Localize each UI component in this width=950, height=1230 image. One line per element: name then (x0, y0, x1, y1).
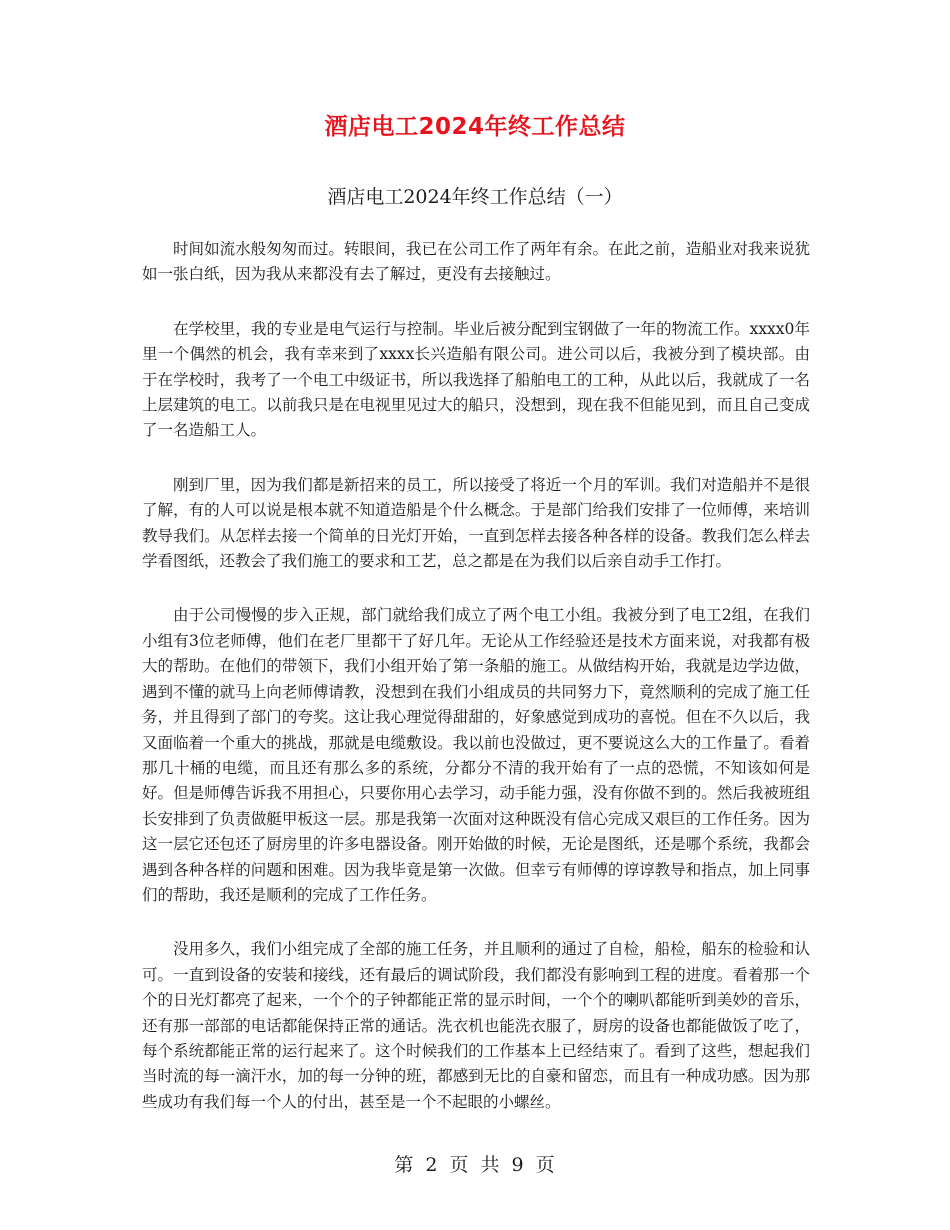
paragraph: 由于公司慢慢的步入正规，部门就给我们成立了两个电工小组。我被分到了电工2组，在我们小组有3位老师傅，他们在老厂里都干了好几年。无论从工作经验还是技术方面来说，对我都有极大的帮助。在他们的带领下，我们小组开始了第一条船的施工。从做结构开始，我就是边学边做，遇到不懂的就马上向老师傅请教，没想到在我们小组成员的共同努力下，竟然顺利的完成了施工任务，并且得到了部门的夸奖。这让我心理觉得甜甜的，好象感觉到成功的喜悦。但在不久以后，我又面临着一个重大的挑战，那就是电缆敷设。我以前也没做过，更不要说这么大的工作量了。看着那几十桶的电缆，而且还有那么多的系统，分都分不清的我开始有了一点的恐慌，不知该如何是好。但是师傅告诉我不用担心，只要你用心去学习，动手能力强，没有你做不到的。然后我被班组长安排到了负责做艇甲板这一层。那是我第一次面对这种既没有信心完成又艰巨的工作任务。因为这一层它还包还了厨房里的许多电器设备。刚开始做的时候，无论是图纸，还是哪个系统，我都会遇到各种各样的问题和困难。因为我毕竟是第一次做。但幸亏有师傅的谆谆教导和指点，加上同事们的帮助，我还是顺利的完成了工作任务。 (142, 606, 810, 904)
page-title: 酒店电工2024年终工作总结 (324, 114, 626, 140)
section-subtitle: 酒店电工2024年终工作总结（一） (327, 186, 623, 208)
body-content (142, 237, 810, 1115)
paragraph: 时间如流水般匆匆而过。转眼间，我已在公司工作了两年有余。在此之前，造船业对我来说犹如一张白纸，因为我从来都没有去了解过，更没有去接触过。 (142, 240, 810, 284)
page-number: 第 2 页 共 9 页 (394, 1154, 556, 1176)
paragraph: 在学校里，我的专业是电气运行与控制。毕业后被分配到宝钢做了一年的物流工作。xxxx0年里一个偶然的机会，我有幸来到了xxxx长兴造船有限公司。进公司以后，我被分到了模块部。由于在学校时，我考了一个电工中级证书，所以我选择了船舶电工的工种，从此以后，我就成了一名上层建筑的电工。以前我只是在电视里见过大的船只，没想到，现在我不但能见到，而且自己变成了一名造船工人。 (142, 319, 810, 440)
paragraph: 刚到厂里，因为我们都是新招来的员工，所以接受了将近一个月的军训。我们对造船并不是很了解，有的人可以说是根本就不知道造船是个什么概念。于是部门给我们安排了一位师傅，来培训教导我们。从怎样去接一个简单的日光灯开始，一直到怎样去接各种各样的设备。教我们怎么样去学看图纸，还教会了我们施工的要求和工艺，总之都是在为我们以后亲自动手工作打。 (142, 475, 810, 571)
paragraph: 没用多久，我们小组完成了全部的施工任务，并且顺利的通过了自检，船检，船东的检验和认可。一直到设备的安装和接线，还有最后的调试阶段，我们都没有影响到工程的进度。看着那一个个的日光灯都亮了起来，一个个的子钟都能正常的显示时间，一个个的喇叭都能听到美妙的音乐，还有那一部部的电话都能保持正常的通话。洗衣机也能洗衣服了，厨房的设备也都能做饭了吃了，每个系统都能正常的运行起来了。这个时候我们的工作基本上已经结束了。看到了这些，想起我们当时流的每一滴汗水，加的每一分钟的班，都感到无比的自豪和留恋，而且有一种成功感。因为那些成功有我们每一个人的付出，甚至是一个不起眼的小螺丝。 (142, 940, 810, 1111)
